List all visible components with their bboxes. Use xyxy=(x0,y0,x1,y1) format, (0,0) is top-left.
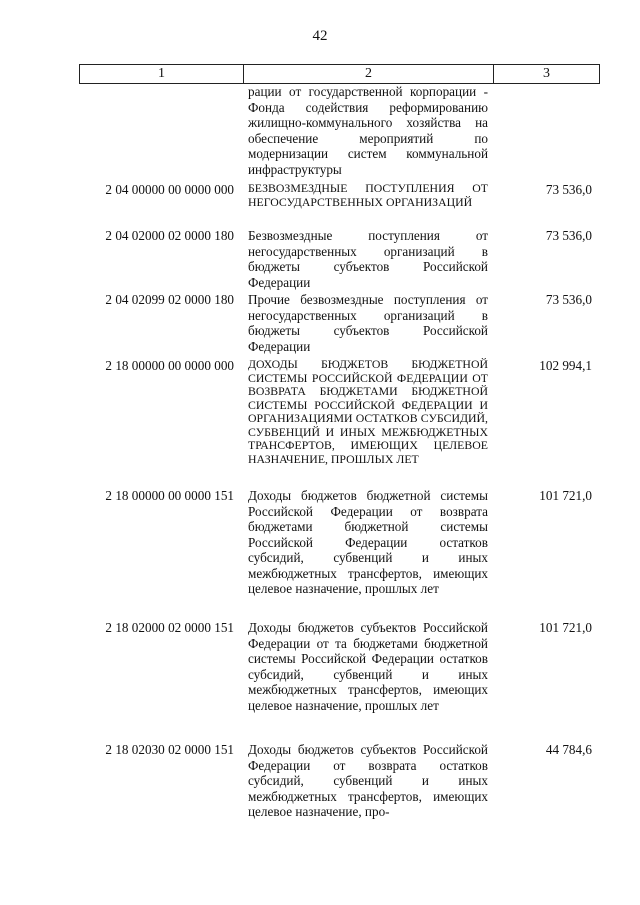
row-code xyxy=(79,84,243,182)
row-amount xyxy=(493,84,600,182)
row-code: 2 18 00000 00 0000 151 xyxy=(105,488,234,503)
row-code: 2 04 00000 00 0000 000 xyxy=(105,182,234,197)
table-row xyxy=(79,292,600,358)
page-number: 42 xyxy=(312,28,328,44)
row-name: ДОХОДЫ БЮДЖЕТОВ БЮДЖЕТНОЙ СИСТЕМЫ РОССИЙСКОЙ ФЕДЕРАЦИИ ОТ ВОЗВРАТА БЮДЖЕТАМИ БЮДЖЕТНОЙ СИСТЕМЫ РОССИЙСКОЙ ФЕДЕРАЦИИ И ОРГАНИЗАЦИЯМИ ОСТАТКОВ СУБСИДИЙ, СУБВЕНЦИЙ И ИНЫХ МЕЖБЮДЖЕТНЫХ ТРАНСФЕРТОВ, ИМЕЮЩИХ ЦЕЛЕВОЕ НАЗНАЧЕНИЕ, ПРОШЛЫХ ЛЕТ xyxy=(248,357,488,466)
table-row xyxy=(79,488,600,620)
row-amount: 73 536,0 xyxy=(545,292,592,307)
row-name: Прочие безвозмездные поступления от негосударственных организаций в бюджеты субъектов Российской Федерации xyxy=(248,292,488,354)
table-body xyxy=(79,84,600,822)
header-cell-3: 3 xyxy=(543,66,550,81)
header-cell-1: 1 xyxy=(80,65,244,83)
table-row xyxy=(79,620,600,742)
table-row xyxy=(79,358,600,488)
row-amount: 101 721,0 xyxy=(539,488,592,503)
row-amount: 101 721,0 xyxy=(539,620,592,635)
row-code: 2 04 02099 02 0000 180 xyxy=(105,292,234,307)
table-row xyxy=(79,84,600,182)
row-name: Доходы бюджетов субъектов Российской Федерации от возврата остатков субсидий, субвенций и иных межбюджетных трансфертов, имеющих целевое назначение, про- xyxy=(248,742,488,819)
row-code: 2 18 02030 02 0000 151 xyxy=(105,742,234,757)
row-amount: 73 536,0 xyxy=(545,228,592,243)
row-amount: 102 994,1 xyxy=(539,358,592,373)
table-row xyxy=(79,182,600,228)
row-code: 2 18 00000 00 0000 000 xyxy=(105,358,234,373)
row-name: Доходы бюджетов субъектов Российской Федерации от та бюджетами бюджетной системы Российской Федерации остатков субсидий, субвенций и иных межбюджетных трансфертов, имеющих целевое назначение, прошлых лет xyxy=(248,620,488,713)
row-code: 2 18 02000 02 0000 151 xyxy=(105,620,234,635)
table-header xyxy=(79,64,600,84)
row-amount: 44 784,6 xyxy=(545,742,592,757)
row-name: Безвозмездные поступления от негосударственных организаций в бюджеты субъектов Российской Федерации xyxy=(248,228,488,290)
table-row xyxy=(79,228,600,292)
table-row xyxy=(79,742,600,822)
row-name: Доходы бюджетов бюджетной системы Российской Федерации от возврата бюджетами бюджетной системы Российской Федерации остатков субсидий, субвенций и иных межбюджетных трансфертов, имеющих целевое назначение, прошлых лет xyxy=(248,488,488,596)
header-cell-2: 2 xyxy=(244,65,494,83)
row-amount: 73 536,0 xyxy=(545,182,592,197)
row-name: БЕЗВОЗМЕЗДНЫЕ ПОСТУПЛЕНИЯ ОТ НЕГОСУДАРСТВЕННЫХ ОРГАНИЗАЦИЙ xyxy=(248,181,488,209)
row-code: 2 04 02000 02 0000 180 xyxy=(105,228,234,243)
row-name: рации от государственной корпорации - Фонда содействия реформированию жилищно-коммунального хозяйства на обеспечение мероприятий по модернизации систем коммунальной инфраструктуры xyxy=(248,84,488,177)
